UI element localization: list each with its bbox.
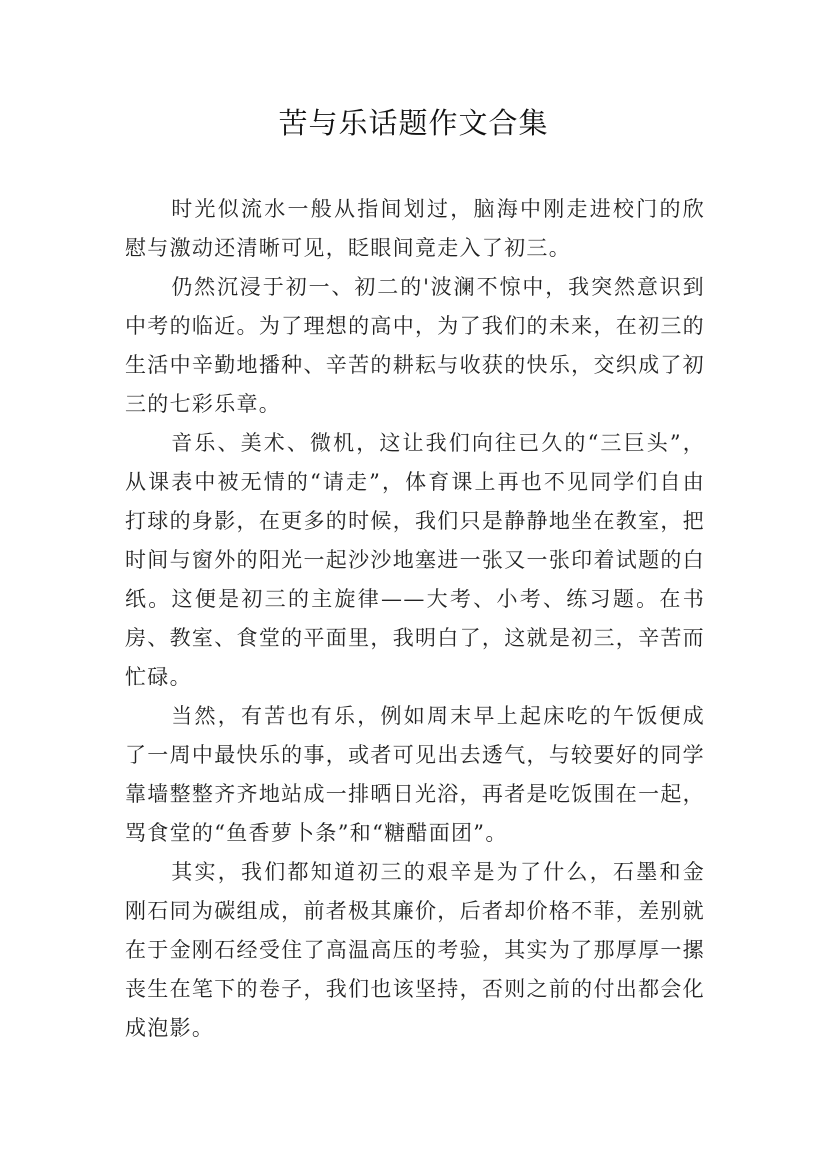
paragraph-1: 时光似流水一般从指间划过，脑海中刚走进校门的欣慰与激动还清晰可见，眨眼间竟走入了初三。 — [125, 197, 705, 260]
paragraph-2: 仍然沉浸于初一、初二的'波澜不惊中，我突然意识到中考的临近。为了理想的高中，为了我们的未来，在初三的生活中辛勤地播种、辛苦的耕耘与收获的快乐，交织成了初三的七彩乐章。 — [125, 275, 705, 416]
paragraph-4: 当然，有苦也有乐，例如周末早上起床吃的午饭便成了一周中最快乐的事，或者可见出去透气，与较要好的同学靠墙整整齐齐地站成一排晒日光浴，再者是吃饭围在一起，骂食堂的“鱼香萝卜条”和“糖醋面团”。 — [125, 704, 705, 845]
document-body — [125, 190, 705, 1048]
paragraph-3: 音乐、美术、微机，这让我们向往已久的“三巨头”，从课表中被无情的“请走”，体育课上再也不见同学们自由打球的身影，在更多的时候，我们只是静静地坐在教室，把时间与窗外的阳光一起沙沙地塞进一张又一张印着试题的白纸。这便是初三的主旋律——大考、小考、练习题。在书房、教室、食堂的平面里，我明白了，这就是初三，辛苦而忙碌。 — [125, 431, 705, 689]
document-title: 苦与乐话题作文合集 — [278, 106, 549, 140]
paragraph-5: 其实，我们都知道初三的艰辛是为了什么，石墨和金刚石同为碳组成，前者极其廉价，后者却价格不菲，差别就在于金刚石经受住了高温高压的考验，其实为了那厚厚一摞丧生在笔下的卷子，我们也该坚持，否则之前的付出都会化成泡影。 — [125, 860, 705, 1040]
